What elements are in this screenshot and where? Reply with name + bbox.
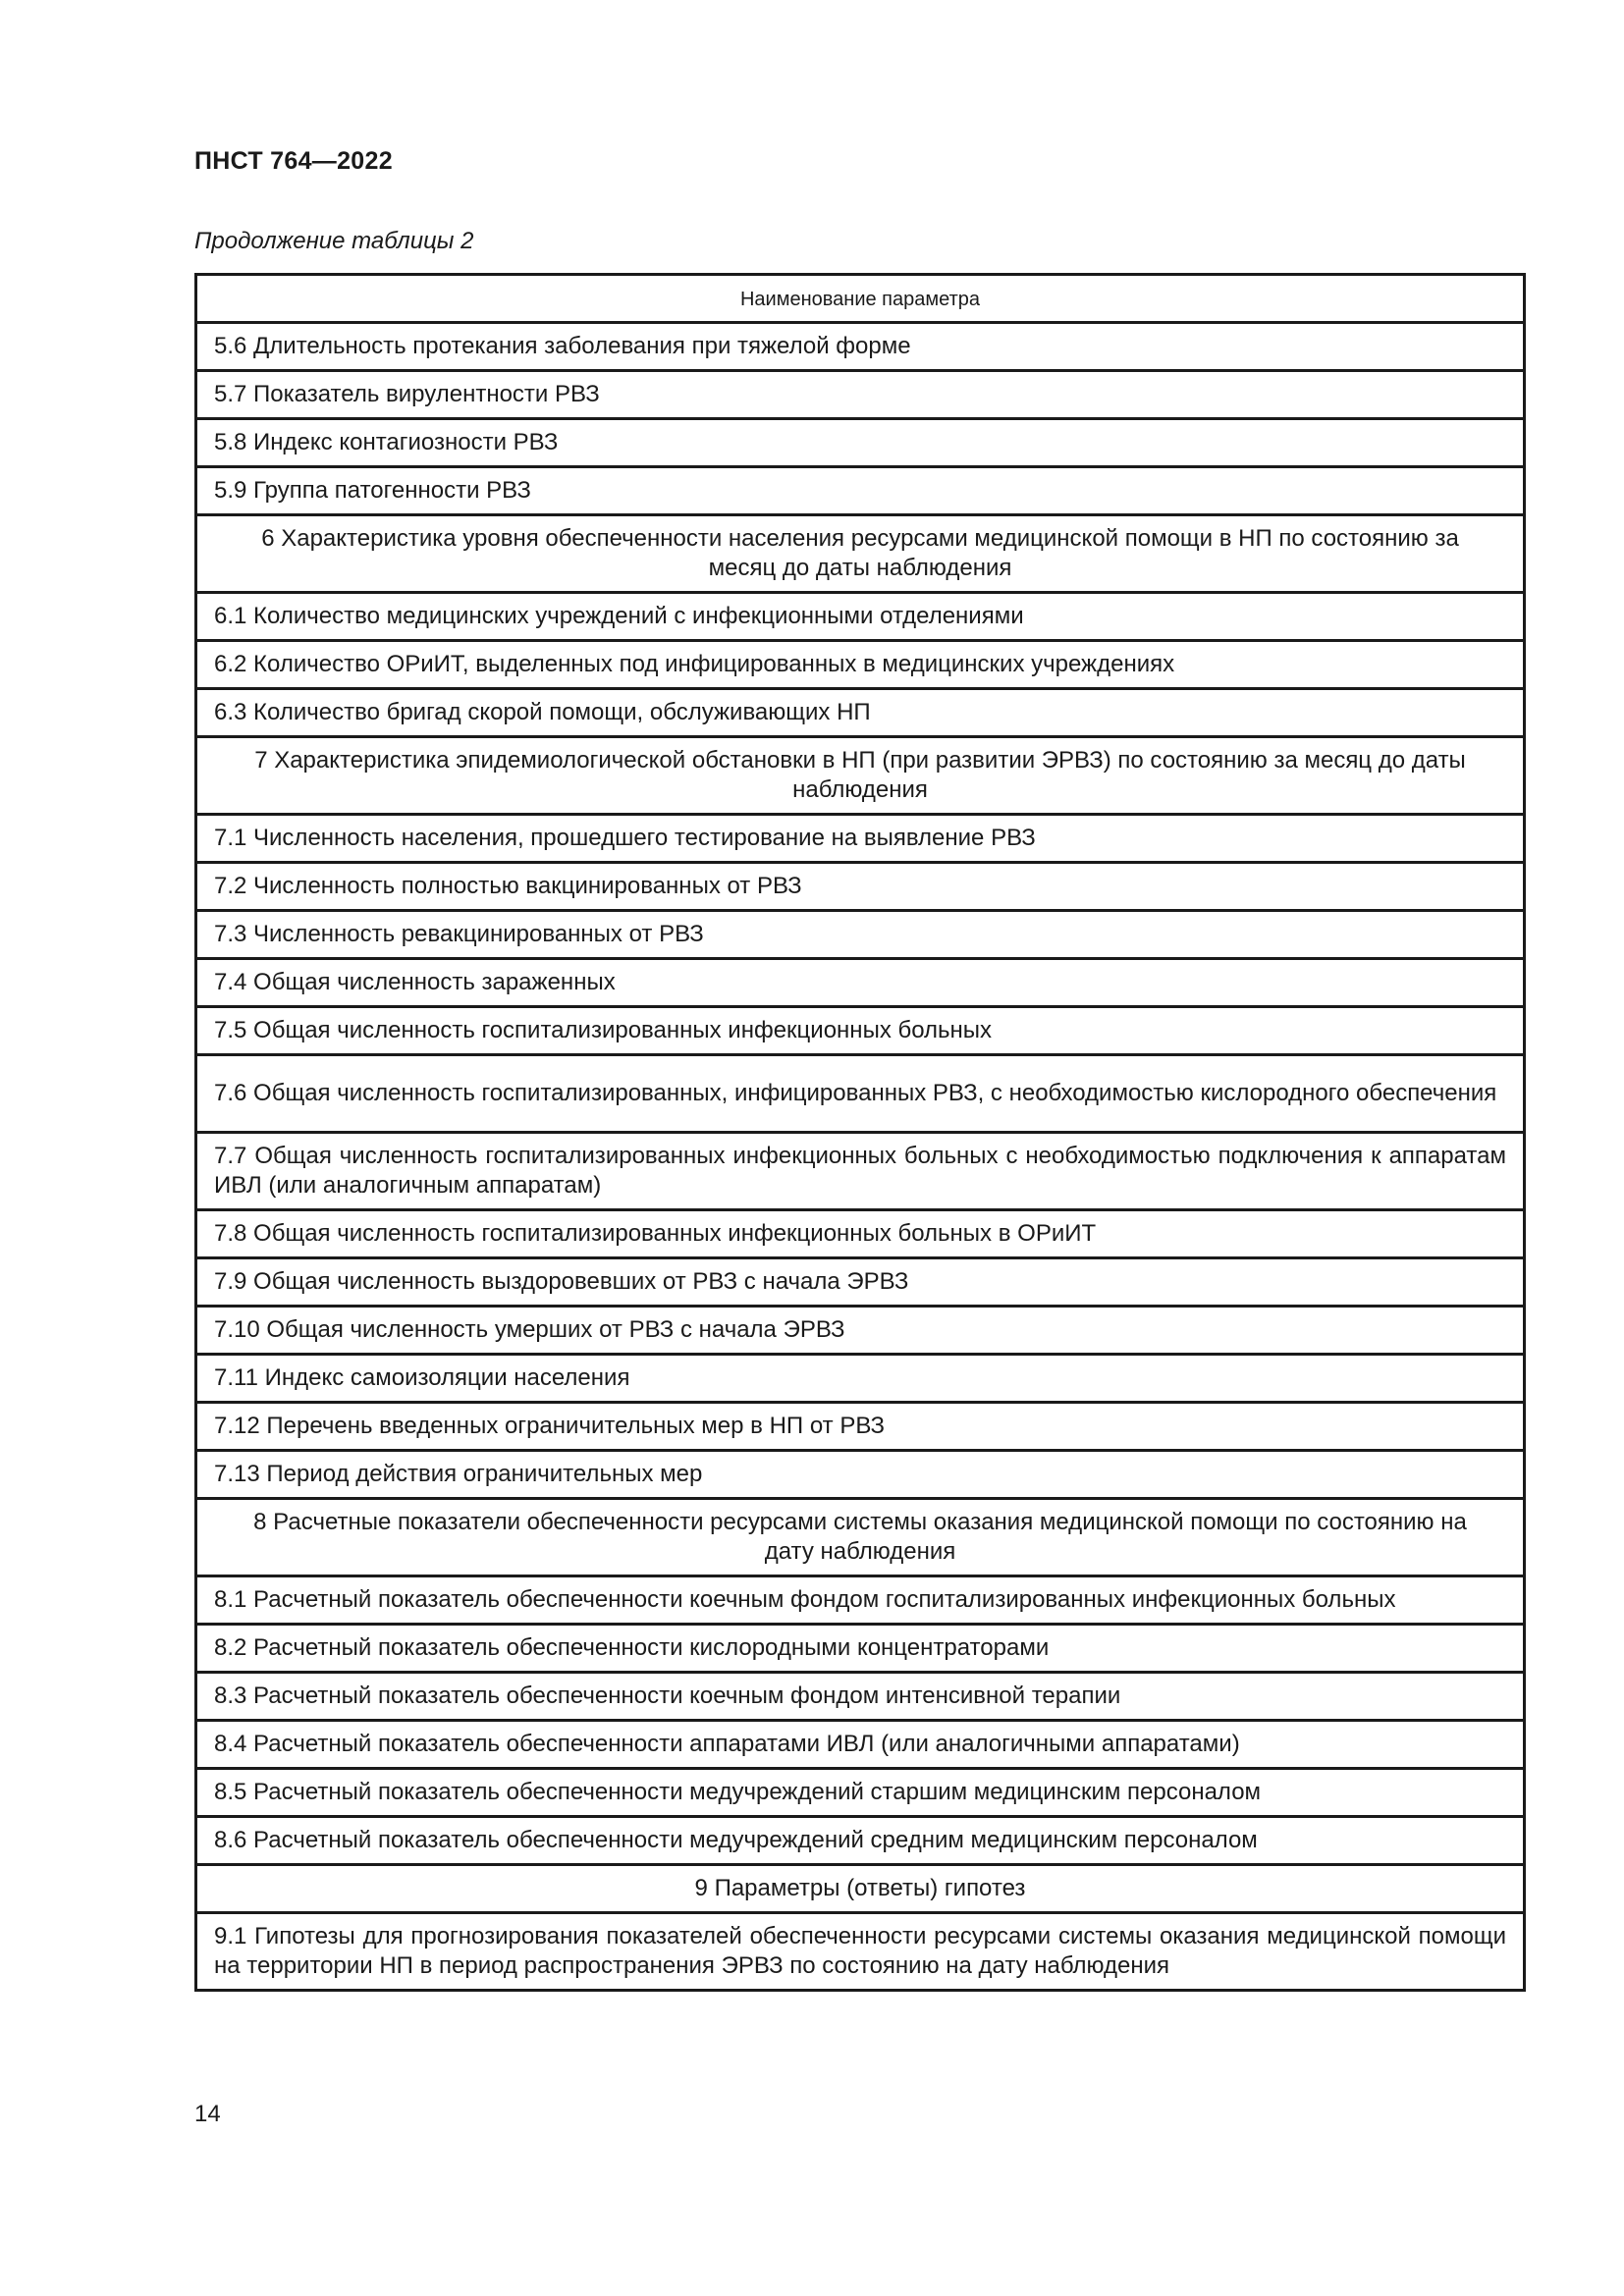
table-row [196, 1913, 1525, 1991]
parameter-item: 7.3 Численность ревакцинированных от РВЗ [196, 911, 1525, 959]
parameters-table [194, 273, 1526, 1992]
table-row [196, 1307, 1525, 1355]
section-row [196, 737, 1525, 815]
parameter-item: 7.9 Общая численность выздоровевших от РВЗ с начала ЭРВЗ [196, 1258, 1525, 1307]
column-header-parameter-name: Наименование параметра [196, 275, 1525, 323]
table-row [196, 593, 1525, 641]
table-row [196, 815, 1525, 863]
parameter-item: 7.10 Общая численность умерших от РВЗ с начала ЭРВЗ [196, 1307, 1525, 1355]
parameter-item: 5.7 Показатель вирулентности РВЗ [196, 371, 1525, 419]
parameter-item: 7.8 Общая численность госпитализированных инфекционных больных в ОРиИТ [196, 1210, 1525, 1258]
table-row [196, 1673, 1525, 1721]
parameter-item: 5.6 Длительность протекания заболевания при тяжелой форме [196, 323, 1525, 371]
table-row [196, 1721, 1525, 1769]
parameter-item: 7.7 Общая численность госпитализированных инфекционных больных с необходимостью подключения к аппаратам ИВЛ (или аналогичным аппаратам) [196, 1133, 1525, 1210]
document-code: ПНСТ 764—2022 [194, 147, 393, 175]
table-row [196, 959, 1525, 1007]
table-row [196, 689, 1525, 737]
table-row [196, 1055, 1525, 1133]
section-row [196, 1865, 1525, 1913]
parameter-item: 8.3 Расчетный показатель обеспеченности коечным фондом интенсивной терапии [196, 1673, 1525, 1721]
parameter-item: 7.1 Численность населения, прошедшего тестирование на выявление РВЗ [196, 815, 1525, 863]
table-row [196, 1817, 1525, 1865]
parameter-item: 9.1 Гипотезы для прогнозирования показателей обеспеченности ресурсами системы оказания медицинской помощи на территории НП в период распространения ЭРВЗ по состоянию на дату наблюдения [196, 1913, 1525, 1991]
table-caption: Продолжение таблицы 2 [194, 228, 474, 254]
table-header-row [196, 275, 1525, 323]
parameter-item: 5.8 Индекс контагиозности РВЗ [196, 419, 1525, 467]
table-row [196, 1355, 1525, 1403]
section-row [196, 515, 1525, 593]
section-heading: 8 Расчетные показатели обеспеченности ресурсами системы оказания медицинской помощи по состоянию на дату наблюдения [196, 1499, 1525, 1576]
table-row [196, 863, 1525, 911]
table-row [196, 1258, 1525, 1307]
table-row [196, 419, 1525, 467]
table-row [196, 1769, 1525, 1817]
table-row [196, 1576, 1525, 1625]
parameter-item: 7.5 Общая численность госпитализированных инфекционных больных [196, 1007, 1525, 1055]
parameter-item: 7.6 Общая численность госпитализированных, инфицированных РВЗ, с необходимостью кислородного обеспечения [196, 1055, 1525, 1133]
section-heading: 9 Параметры (ответы) гипотез [196, 1865, 1525, 1913]
page-number: 14 [194, 2101, 221, 2127]
parameter-item: 7.4 Общая численность зараженных [196, 959, 1525, 1007]
table-row [196, 1403, 1525, 1451]
table-row [196, 1133, 1525, 1210]
parameter-item: 8.2 Расчетный показатель обеспеченности кислородными концентраторами [196, 1625, 1525, 1673]
section-heading: 6 Характеристика уровня обеспеченности населения ресурсами медицинской помощи в НП по состоянию за месяц до даты наблюдения [196, 515, 1525, 593]
table-row [196, 1210, 1525, 1258]
table-row [196, 371, 1525, 419]
table-row [196, 1625, 1525, 1673]
parameter-item: 7.11 Индекс самоизоляции населения [196, 1355, 1525, 1403]
parameter-item: 8.6 Расчетный показатель обеспеченности медучреждений средним медицинским персоналом [196, 1817, 1525, 1865]
table-row [196, 1007, 1525, 1055]
parameter-item: 7.12 Перечень введенных ограничительных мер в НП от РВЗ [196, 1403, 1525, 1451]
parameter-item: 6.3 Количество бригад скорой помощи, обслуживающих НП [196, 689, 1525, 737]
parameter-item: 6.1 Количество медицинских учреждений с инфекционными отделениями [196, 593, 1525, 641]
parameter-item: 8.5 Расчетный показатель обеспеченности медучреждений старшим медицинским персоналом [196, 1769, 1525, 1817]
section-heading: 7 Характеристика эпидемиологической обстановки в НП (при развитии ЭРВЗ) по состоянию за месяц до даты наблюдения [196, 737, 1525, 815]
table-row [196, 911, 1525, 959]
parameter-item: 5.9 Группа патогенности РВЗ [196, 467, 1525, 515]
section-row [196, 1499, 1525, 1576]
table-row [196, 1451, 1525, 1499]
parameter-item: 8.1 Расчетный показатель обеспеченности коечным фондом госпитализированных инфекционных больных [196, 1576, 1525, 1625]
table-row [196, 641, 1525, 689]
parameter-item: 7.13 Период действия ограничительных мер [196, 1451, 1525, 1499]
table-row [196, 323, 1525, 371]
parameter-item: 7.2 Численность полностью вакцинированных от РВЗ [196, 863, 1525, 911]
table-row [196, 467, 1525, 515]
parameter-item: 6.2 Количество ОРиИТ, выделенных под инфицированных в медицинских учреждениях [196, 641, 1525, 689]
parameter-item: 8.4 Расчетный показатель обеспеченности аппаратами ИВЛ (или аналогичными аппаратами) [196, 1721, 1525, 1769]
